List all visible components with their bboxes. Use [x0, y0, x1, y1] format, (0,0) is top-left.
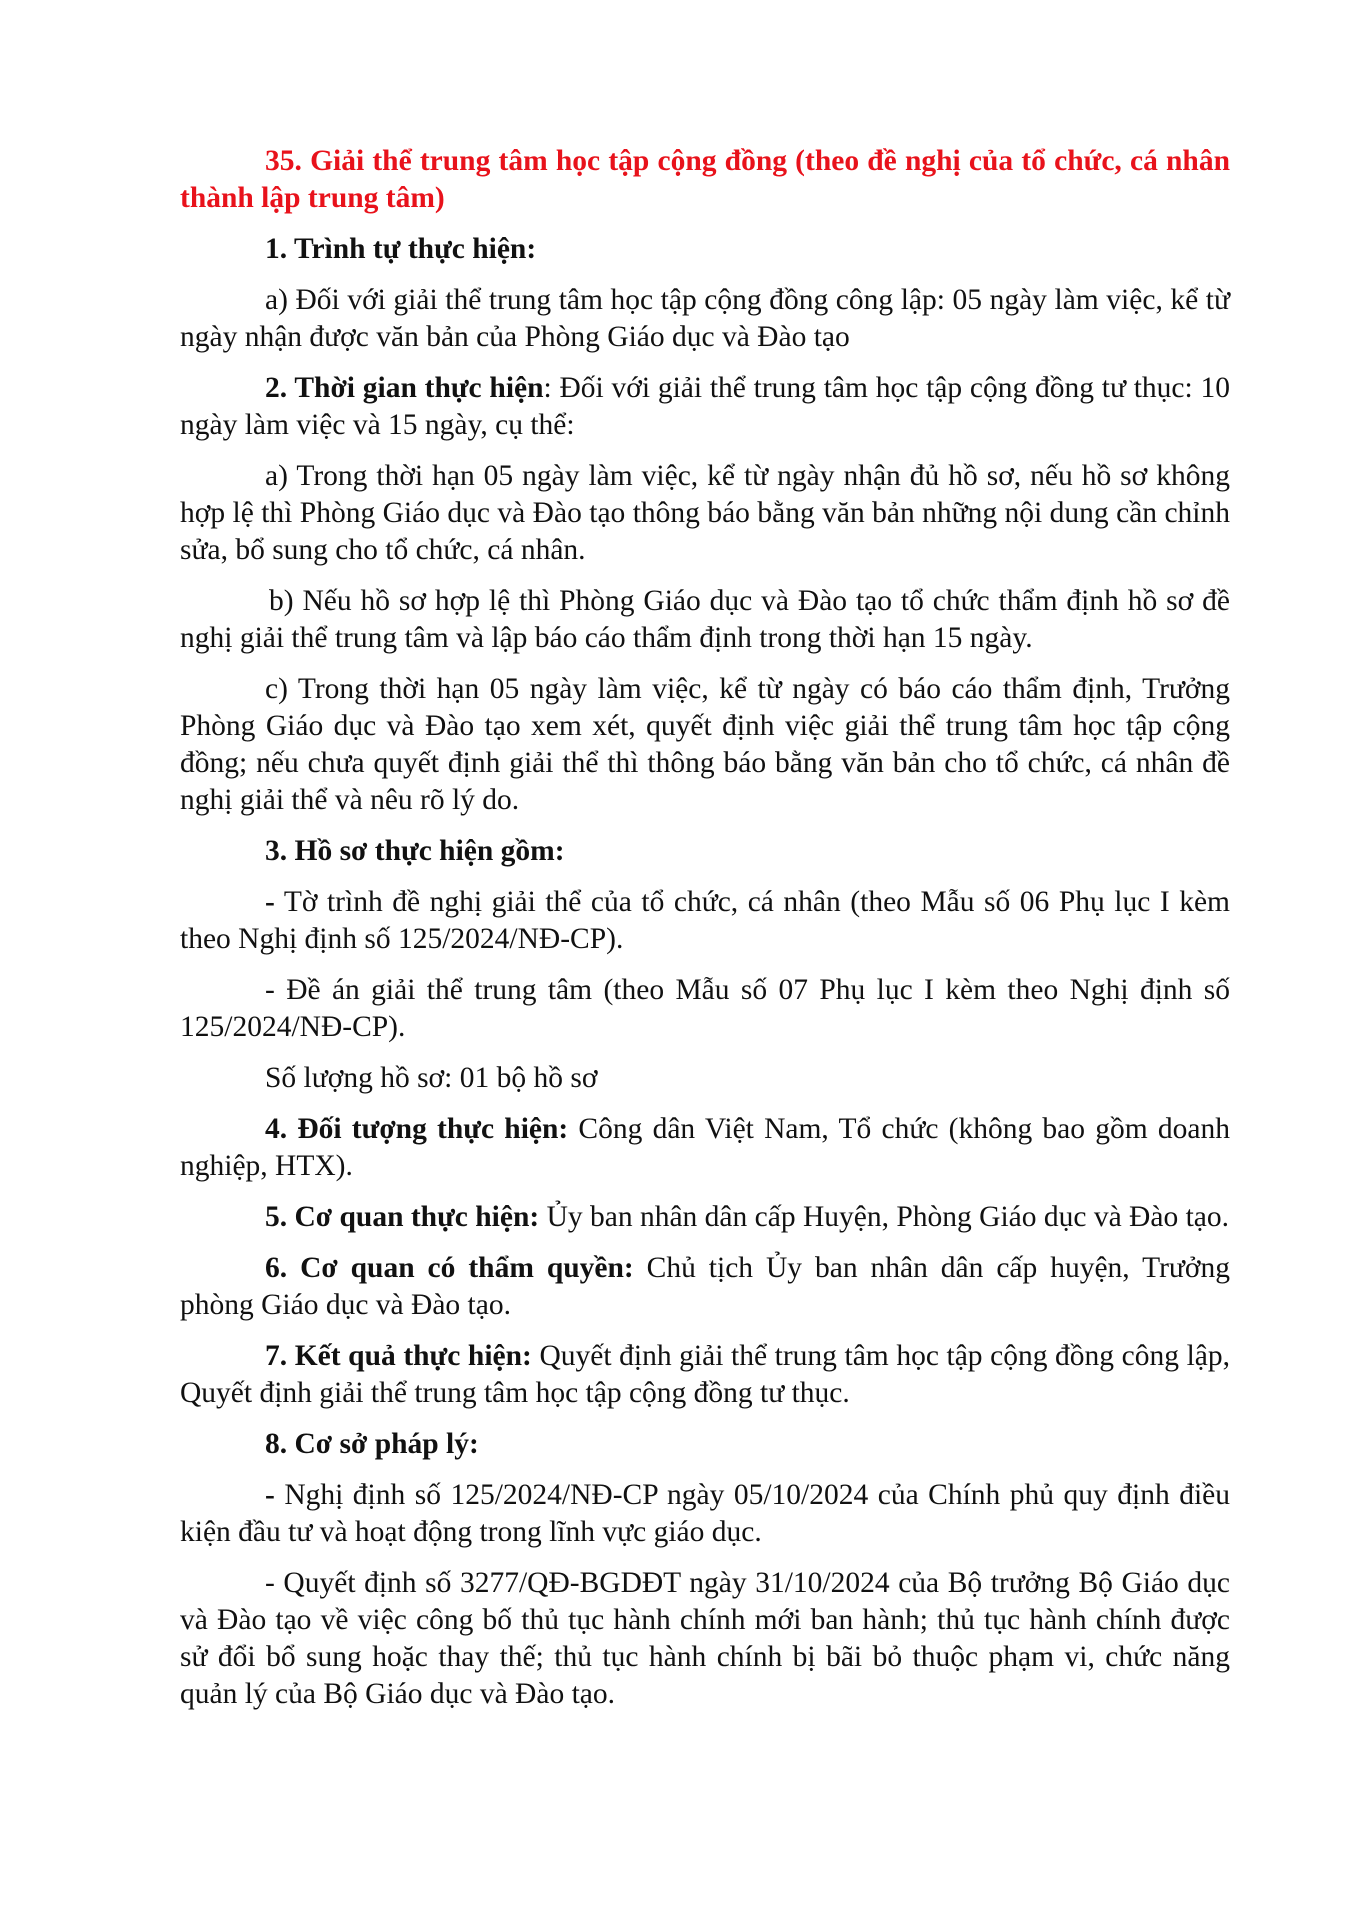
section-5-paragraph: [180, 1199, 1230, 1236]
document-title: 35. Giải thể trung tâm học tập cộng đồng (theo đề nghị của tổ chức, cá nhân thành lập trung tâm): [180, 145, 1230, 214]
section-6-paragraph: [180, 1250, 1230, 1324]
section-6-text: Chủ tịch Ủy ban nhân dân cấp huyện, Trưởng phòng Giáo dục và Đào tạo.: [180, 1252, 1230, 1321]
section-8-item-1-dash: -: [265, 1479, 275, 1511]
section-8-item-1: [180, 1477, 1230, 1551]
section-4-label: 4. Đối tượng thực hiện:: [265, 1113, 569, 1145]
section-5-text: Ủy ban nhân dân cấp Huyện, Phòng Giáo dục và Đào tạo.: [539, 1201, 1229, 1233]
section-8-heading: 8. Cơ sở pháp lý:: [265, 1428, 479, 1460]
section-3-item-1-text: Tờ trình đề nghị giải thể của tổ chức, cá nhân (theo Mẫu số 06 Phụ lục I kèm theo Nghị định số 125/2024/NĐ-CP).: [180, 886, 1230, 955]
section-2-item-a: a) Trong thời hạn 05 ngày làm việc, kể từ ngày nhận đủ hồ sơ, nếu hồ sơ không hợp lệ thì Phòng Giáo dục và Đào tạo thông báo bằng văn bản những nội dung cần chỉnh sửa, bổ sung cho tổ chức, cá nhân.: [180, 460, 1230, 566]
section-3-count: Số lượng hồ sơ: 01 bộ hồ sơ: [265, 1062, 598, 1094]
document-page: [180, 143, 1230, 1727]
section-3-item-1: [180, 884, 1230, 958]
section-4-text: Công dân Việt Nam, Tổ chức (không bao gồm doanh nghiệp, HTX).: [180, 1113, 1230, 1182]
section-3-item-1-dash: -: [265, 886, 275, 918]
section-6-label: 6. Cơ quan có thẩm quyền:: [265, 1252, 634, 1284]
section-2-item-b: b) Nếu hồ sơ hợp lệ thì Phòng Giáo dục và Đào tạo tổ chức thẩm định hồ sơ đề nghị giải thể trung tâm và lập báo cáo thẩm định trong thời hạn 15 ngày.: [180, 585, 1230, 654]
section-1-heading: 1. Trình tự thực hiện:: [265, 233, 537, 265]
section-7-paragraph: [180, 1338, 1230, 1412]
section-3-heading: 3. Hồ sơ thực hiện gồm:: [265, 835, 565, 867]
section-3-item-2: - Đề án giải thể trung tâm (theo Mẫu số 07 Phụ lục I kèm theo Nghị định số 125/2024/NĐ-CP).: [180, 974, 1230, 1043]
section-1-item-a: a) Đối với giải thể trung tâm học tập cộng đồng công lập: 05 ngày làm việc, kể từ ngày nhận được văn bản của Phòng Giáo dục và Đào tạo: [180, 284, 1230, 353]
section-5-label: 5. Cơ quan thực hiện:: [265, 1201, 540, 1233]
section-2-text: : Đối với giải thể trung tâm học tập cộng đồng tư thục: 10 ngày làm việc và 15 ngày, cụ thể:: [180, 372, 1230, 441]
section-8-item-2: - Quyết định số 3277/QĐ-BGDĐT ngày 31/10/2024 của Bộ trưởng Bộ Giáo dục và Đào tạo về việc công bố thủ tục hành chính mới ban hành; thủ tục hành chính được sử đổi bổ sung hoặc thay thế; thủ tục hành chính bị bãi bỏ thuộc phạm vi, chức năng quản lý của Bộ Giáo dục và Đào tạo.: [180, 1567, 1230, 1710]
section-8-item-1-text: Nghị định số 125/2024/NĐ-CP ngày 05/10/2024 của Chính phủ quy định điều kiện đầu tư và hoạt động trong lĩnh vực giáo dục.: [180, 1479, 1230, 1548]
section-2-paragraph: [180, 370, 1230, 444]
section-7-text: Quyết định giải thể trung tâm học tập cộng đồng công lập, Quyết định giải thể trung tâm học tập cộng đồng tư thục.: [180, 1340, 1230, 1409]
section-2-label: 2. Thời gian thực hiện: [265, 372, 544, 404]
section-7-label: 7. Kết quả thực hiện:: [265, 1340, 532, 1372]
section-4-paragraph: [180, 1111, 1230, 1185]
section-2-item-c: c) Trong thời hạn 05 ngày làm việc, kể từ ngày có báo cáo thẩm định, Trưởng Phòng Giáo dục và Đào tạo xem xét, quyết định việc giải thể trung tâm học tập cộng đồng; nếu chưa quyết định giải thể thì thông báo bằng văn bản cho tổ chức, cá nhân đề nghị giải thể và nêu rõ lý do.: [180, 673, 1230, 816]
